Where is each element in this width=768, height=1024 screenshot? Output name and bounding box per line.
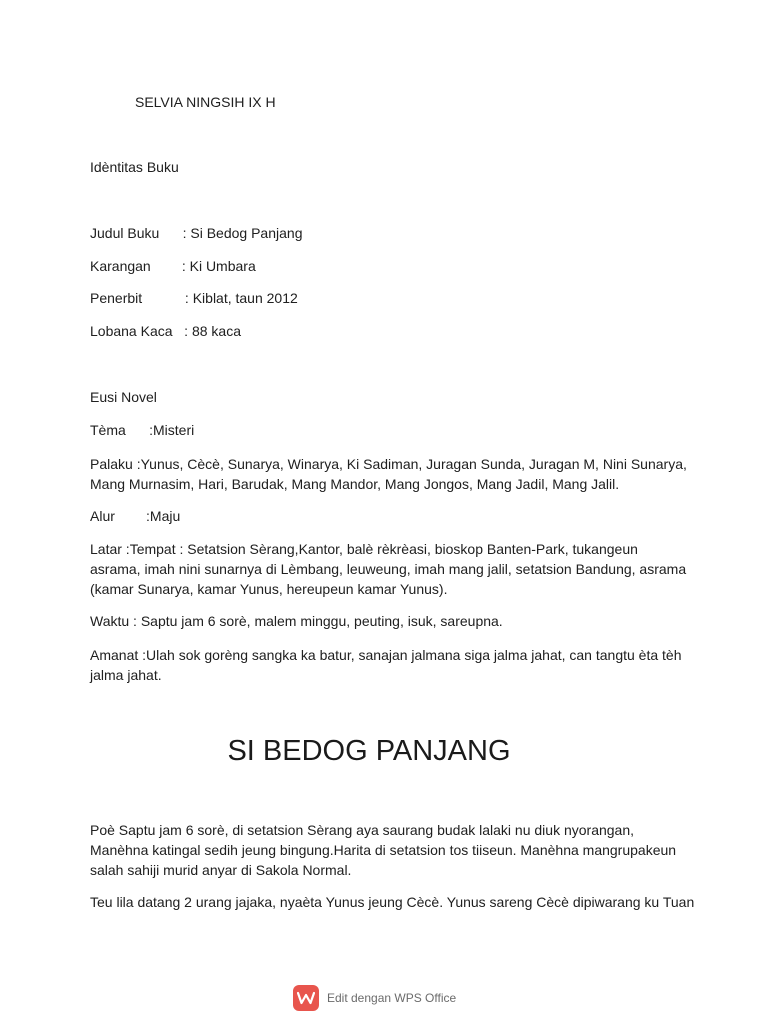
book-title-line: Judul Buku : Si Bedog Panjang [90,225,303,241]
publisher-line: Penerbit : Kiblat, taun 2012 [90,290,298,306]
wps-edit-label[interactable]: Edit dengan WPS Office [327,991,457,1005]
contents-heading: Eusi Novel [90,389,157,405]
story-paragraph-1: Poè Saptu jam 6 sorè, di setatsion Sèrang aya saurang budak lalaki nu diuk nyorangan, Manèhna katingal sedih jeung bingung.Harita di setatsion tos tiiseun. Manèhna mangrupakeun salah sahiji murid anyar di Sakola Normal. [90,822,677,878]
moral-paragraph: Amanat :Ulah sok gorèng sangka ka batur, sanajan jalmana siga jalma jahat, can tangtu èta tèh jalma jahat. [90,647,682,683]
story-title: SI BEDOG PANJANG [227,735,511,767]
characters-paragraph: Palaku :Yunus, Cècè, Sunarya, Winarya, Ki Sadiman, Juragan Sunda, Juragan M, Nini Sunarya, Mang Murnasim, Hari, Barudak, Mang Mandor, Mang Jongos, Mang Jadil, Mang Jalil. [90,456,687,492]
page-count-line: Lobana Kaca : 88 kaca [90,323,241,339]
author-book-line: Karangan : Ki Umbara [90,258,256,274]
setting-paragraph: Latar :Tempat : Setatsion Sèrang,Kantor, balè rèkrèasi, bioskop Banten-Park, tukangeun asrama, imah nini sunarnya di Lèmbang, leuweung, imah mang jalil, setatsion Bandung, asrama (kamar Sunarya, kamar Yunus, hereupeun kamar Yunus). [90,541,687,597]
identity-heading: Idèntitas Buku [90,159,179,175]
time-line: Waktu : Saptu jam 6 sorè, malem minggu, peuting, isuk, sareupna. [90,613,503,629]
author-line: SELVIA NINGSIH IX H [135,94,276,110]
theme-line: Tèma :Misteri [90,422,195,438]
plot-line: Alur :Maju [90,508,181,524]
wps-logo-icon [293,985,319,1011]
wps-edit-banner[interactable] [293,984,456,1012]
story-paragraph-2: Teu lila datang 2 urang jajaka, nyaèta Yunus jeung Cècè. Yunus sareng Cècè dipiwarang ku Tuan [90,894,695,910]
